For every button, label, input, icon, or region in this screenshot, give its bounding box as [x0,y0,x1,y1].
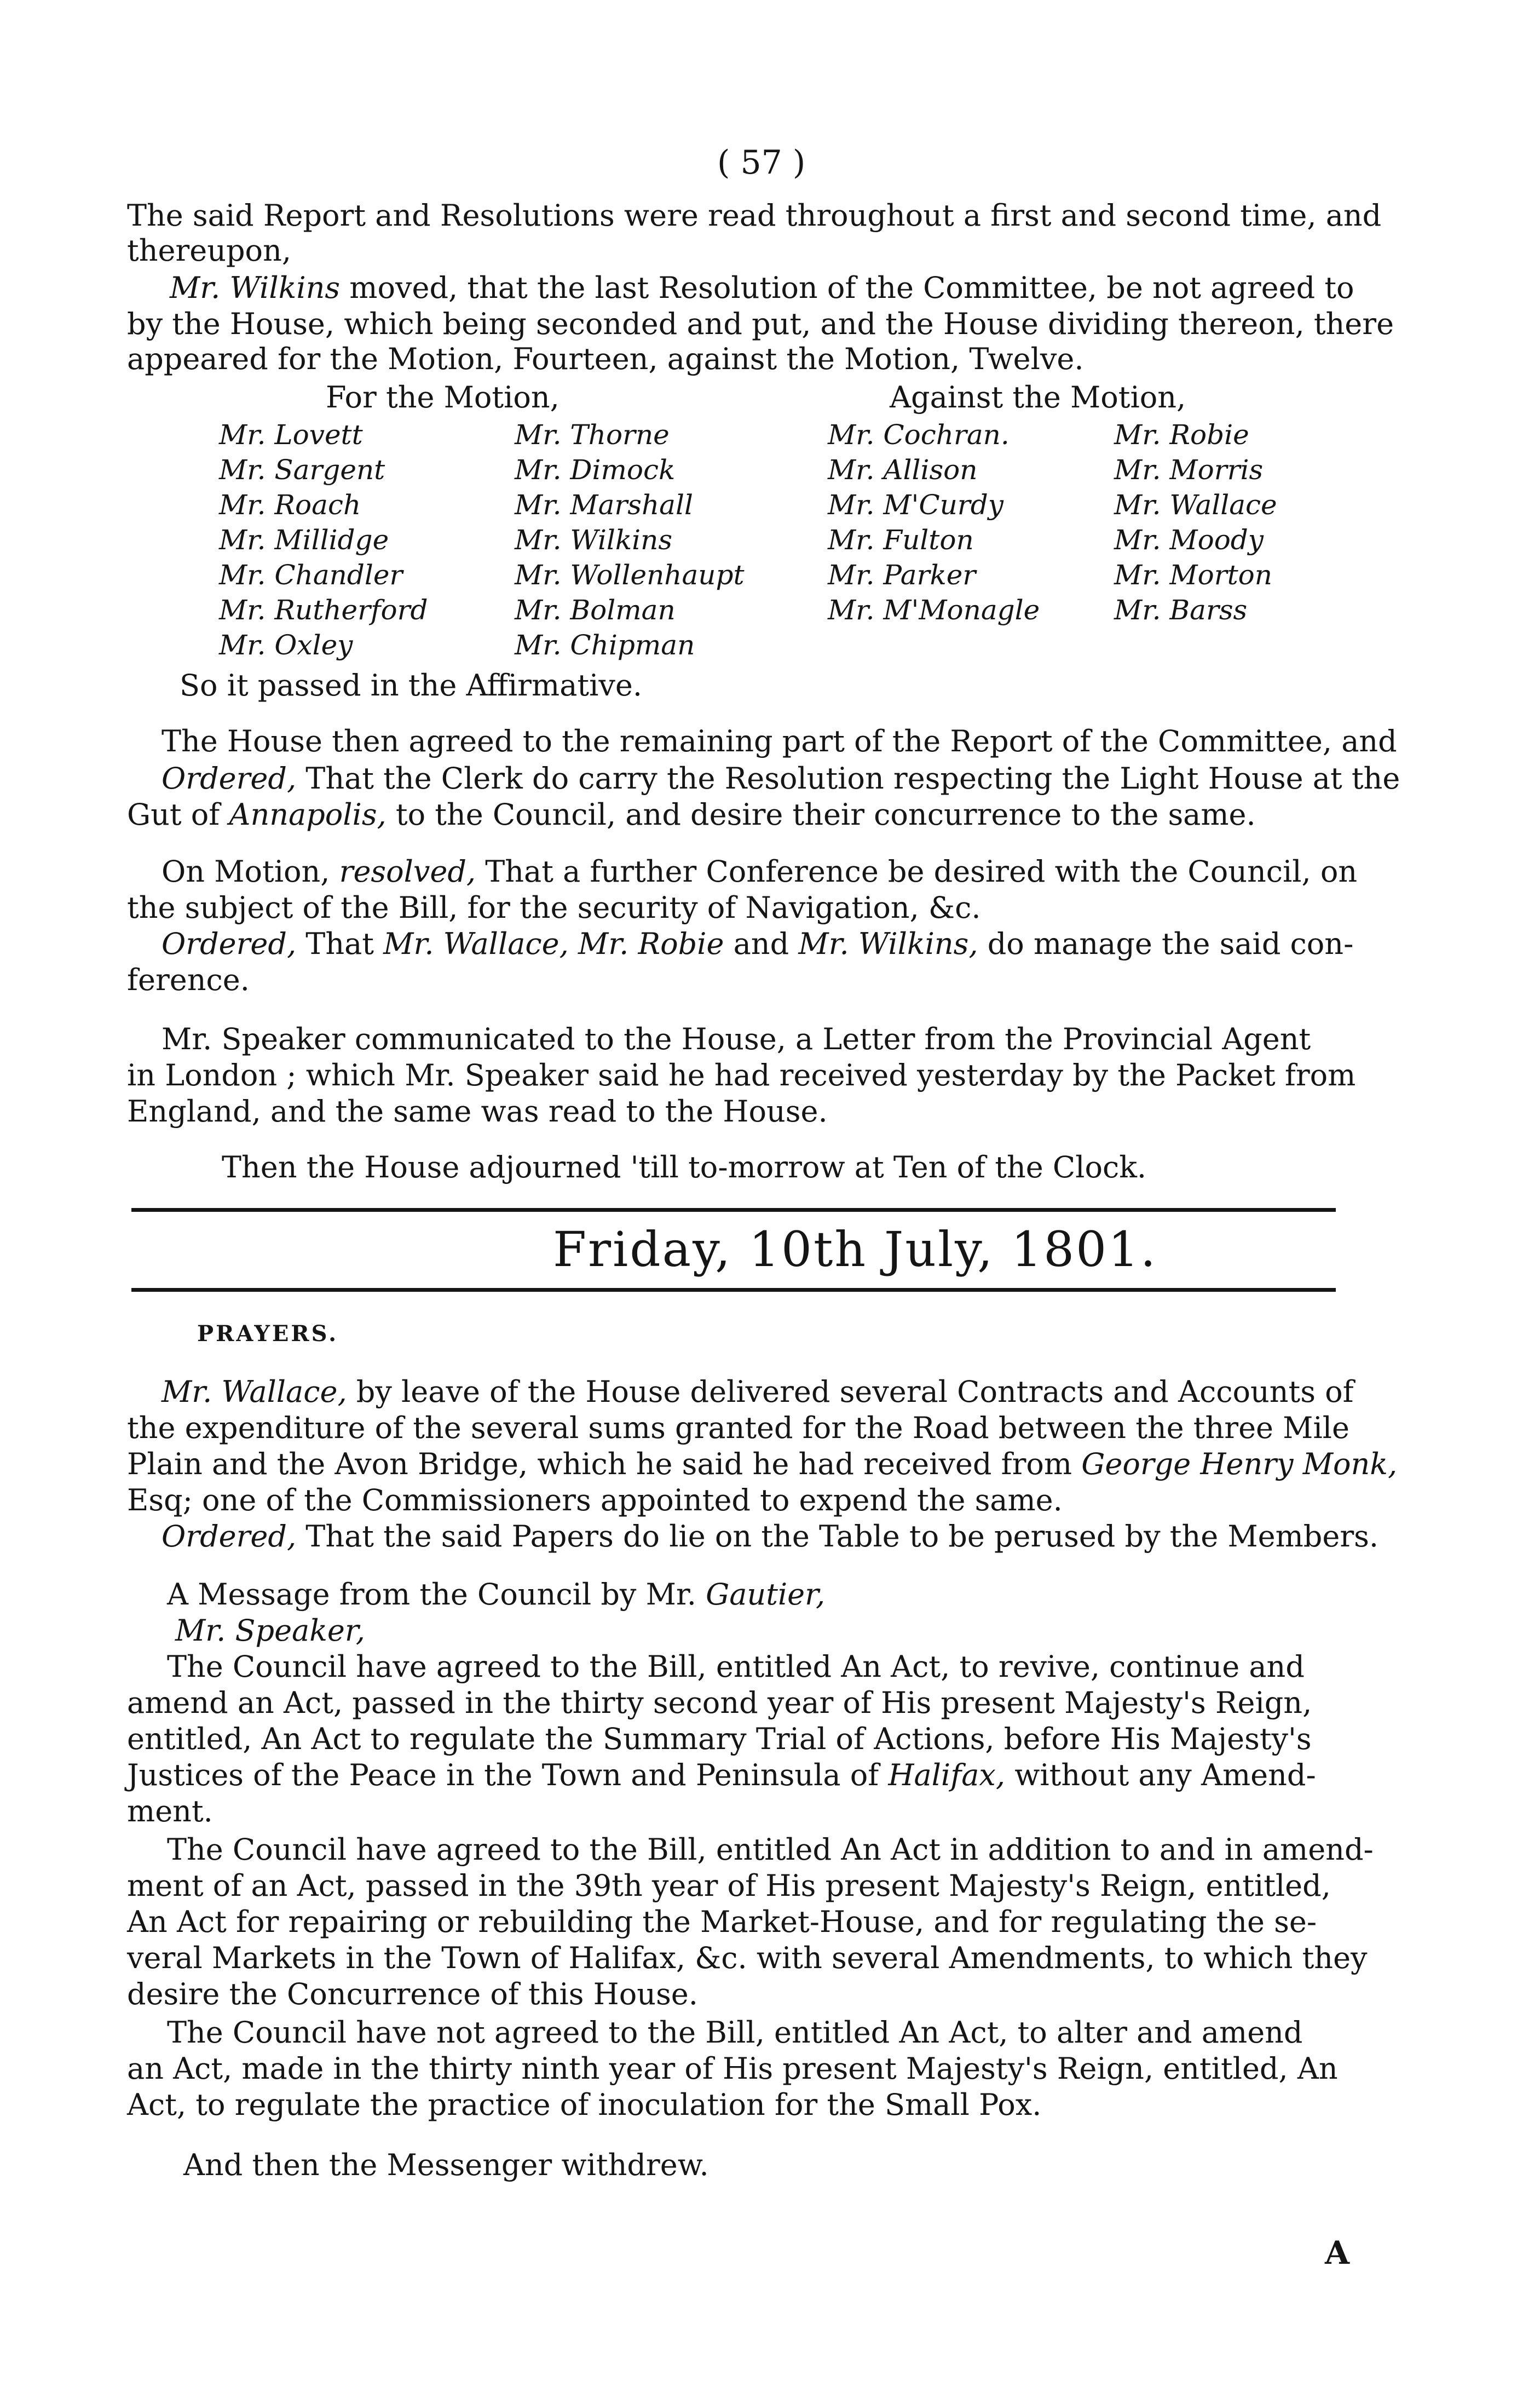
wallace-line [162,1374,1354,1410]
member-name: Mr. Wilkins, [798,927,978,961]
message-intro [167,1577,825,1612]
message-text: without any Amend- [1014,1758,1316,1792]
voter-name: Mr. Wilkins [515,524,673,556]
house-text: That the Clerk do carry the Resolution respecting the Light House at the [305,761,1400,796]
motion-text: do manage the said con- [987,927,1354,961]
speaker-line: England, and the same was read to the House. [127,1094,828,1129]
voter-name: Mr. M'Monagle [828,594,1040,626]
voter-name: Mr. Dimock [515,454,676,486]
motion-text: That a further Conference be desired with the Council, on [485,854,1358,889]
prayers-label: PRAYERS. [197,1321,339,1347]
message-line: entitled, An Act to regulate the Summary Trial of Actions, before His Majesty's [127,1722,1312,1756]
voter-name: Mr. Allison [828,454,978,486]
member-name: Mr. Wallace, [162,1374,347,1409]
house-line: The House then agreed to the remaining part of the Report of the Committee, and [162,724,1397,758]
house-text: Gut of [127,797,220,832]
voter-name: Mr. Barss [1114,594,1248,626]
voter-name: Mr. Wollenhaupt [515,559,745,591]
bottom-rule [131,1288,1336,1292]
wallace-line: the expenditure of the several sums granted for the Road between the three Mile [127,1411,1349,1445]
messenger-name: Gautier, [706,1577,826,1612]
message-line: an Act, made in the thirty ninth year of His present Majesty's Reign, entitled, An [127,2051,1338,2086]
message-line: The Council have not agreed to the Bill, entitled An Act, to alter and amend [167,2015,1303,2050]
voter-name: Mr. Chipman [515,629,695,661]
house-line [127,797,1256,832]
message-line: amend an Act, passed in the thirty second year of His present Majesty's Reign, [127,1686,1312,1720]
house-text: to the Council, and desire their concurrence to the same. [395,797,1256,832]
voter-name: Mr. M'Curdy [828,489,1003,521]
resolved-label: resolved, [339,854,476,889]
top-rule [131,1208,1336,1212]
voter-name: Mr. Chandler [219,559,403,591]
catchword: A [1325,2234,1350,2271]
voter-name: Mr. Rutherford [219,594,428,626]
voter-name: Mr. Oxley [219,629,353,661]
message-line: The Council have agreed to the Bill, entitled An Act, to revive, continue and [167,1649,1305,1684]
motion-text: That [305,927,374,961]
motion-text: On Motion, [162,854,330,889]
message-text: Justices of the Peace in the Town and Peninsula of [127,1758,879,1792]
wallace-text: Plain and the Avon Bridge, which he said he had received from [127,1447,1072,1481]
place-name: Halifax, [888,1758,1006,1792]
message-line: ment of an Act, passed in the 39th year of His present Majesty's Reign, entitled, [127,1868,1331,1903]
voter-name: Mr. Wallace [1114,489,1277,521]
voter-name: Mr. Thorne [515,419,670,451]
voter-name: Mr. Marshall [515,489,693,521]
wallace-line [162,1519,1378,1554]
wallace-line: Esq; one of the Commissioners appointed to expend the same. [127,1483,1063,1517]
speaker-line: Mr. Speaker communicated to the House, a Letter from the Provincial Agent [162,1022,1311,1056]
wallace-line [127,1447,1397,1482]
motion-line [162,927,1353,962]
for-motion-header: For the Motion, [326,380,560,415]
report-line: The said Report and Resolutions were read throughout a first and second time, and [127,198,1382,233]
voter-name: Mr. Millidge [219,524,389,556]
motion-text: and [733,927,789,961]
voter-name: Mr. Sargent [219,454,385,486]
message-salutation: Mr. Speaker, [175,1613,365,1648]
person-name: George Henry Monk, [1081,1447,1398,1481]
message-line: An Act for repairing or rebuilding the Market-House, and for regulating the se- [127,1905,1317,1939]
page-number: ( 57 ) [717,143,806,182]
voter-name: Mr. Fulton [828,524,974,556]
voter-name: Mr. Morton [1114,559,1272,591]
against-motion-header: Against the Motion, [890,380,1186,415]
message-line [127,1758,1316,1793]
message-line: The Council have agreed to the Bill, entitled An Act in addition to and in amend- [167,1832,1374,1867]
motion-line [162,854,1357,889]
ordered-label: Ordered, [162,761,297,796]
message-line: ment. [127,1794,213,1828]
wallace-text: by leave of the House delivered several Contracts and Accounts of [356,1374,1354,1409]
day-heading: Friday, 10th July, 1801. [553,1221,1158,1278]
house-line [162,761,1400,796]
motion-line: ference. [127,963,250,997]
message-text: A Message from the Council by Mr. [167,1577,696,1612]
ordered-label: Ordered, [162,927,297,961]
report-text: moved, that the last Resolution of the Committee, be not agreed to [349,271,1354,305]
voter-name: Mr. Lovett [219,419,363,451]
adjournment-line: Then the House adjourned 'till to-morrow at Ten of the Clock. [222,1150,1147,1184]
motion-line: the subject of the Bill, for the security of Navigation, &c. [127,890,981,925]
ordered-label: Ordered, [162,1519,297,1554]
against-column-2 [1114,417,1277,628]
voter-name: Mr. Moody [1114,524,1264,556]
voter-name: Mr. Parker [828,559,976,591]
message-line: desire the Concurrence of this House. [127,1977,698,2011]
voter-name: Mr. Bolman [515,594,676,626]
message-line: veral Markets in the Town of Halifax, &c. with several Amendments, to which they [127,1941,1368,1975]
report-line: thereupon, [127,233,292,268]
withdrew-line: And then the Messenger withdrew. [183,2148,709,2182]
wallace-text: That the said Papers do lie on the Table to be perused by the Members. [305,1519,1379,1554]
report-line: by the House, which being seconded and put, and the House dividing thereon, there [127,307,1394,341]
member-name: Mr. Wilkins [170,271,341,305]
against-column-1 [828,417,1040,628]
member-name: Mr. Wallace, Mr. Robie [383,927,724,961]
voter-name: Mr. Robie [1114,419,1249,451]
speaker-line: in London ; which Mr. Speaker said he had received yesterday by the Packet from [127,1058,1356,1092]
for-column-2 [515,417,745,663]
message-line: Act, to regulate the practice of inoculation for the Small Pox. [127,2087,1042,2122]
voter-name: Mr. Morris [1114,454,1264,486]
voter-name: Mr. Cochran. [828,419,1010,451]
voter-name: Mr. Roach [219,489,361,521]
place-name: Annapolis, [229,797,387,832]
division-result: So it passed in the Affirmative. [180,668,642,703]
for-column-1 [219,417,428,663]
report-line: appeared for the Motion, Fourteen, against the Motion, Twelve. [127,342,1084,376]
report-line [170,271,1354,306]
